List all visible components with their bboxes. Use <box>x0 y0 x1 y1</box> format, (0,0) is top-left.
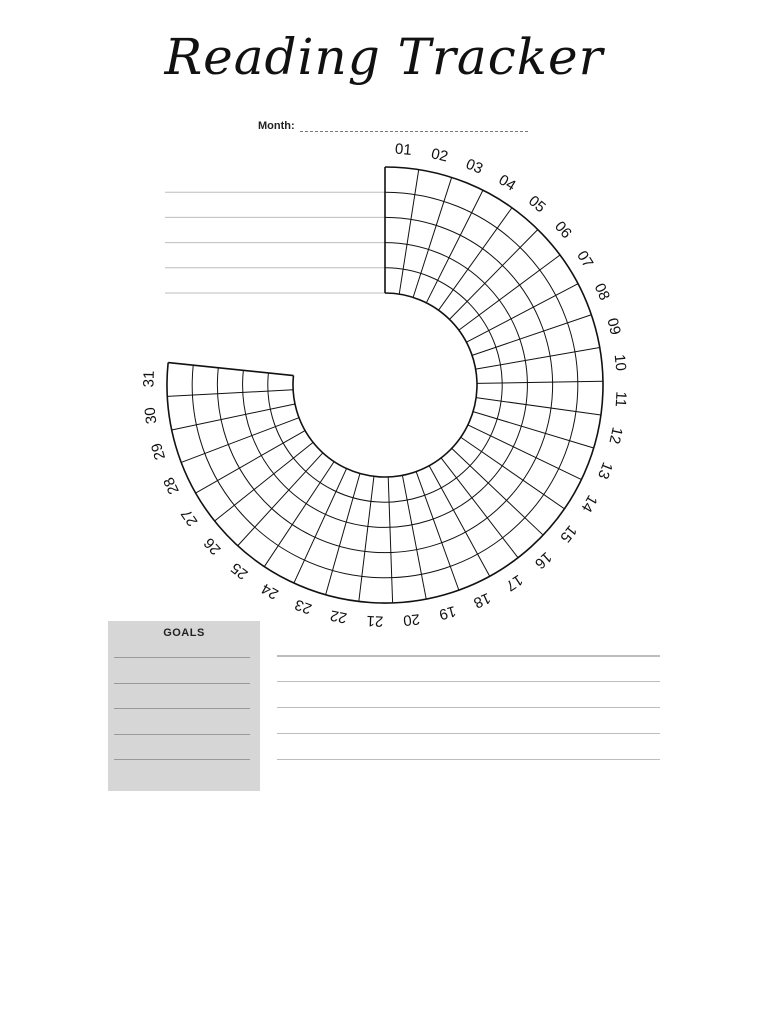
note-line[interactable] <box>277 655 660 657</box>
day-divider <box>238 453 323 546</box>
day-divider <box>388 477 392 603</box>
day-divider <box>399 170 419 294</box>
day-divider <box>402 475 426 599</box>
day-divider <box>466 284 578 343</box>
day-label: 29 <box>148 441 170 462</box>
day-label: 17 <box>502 570 526 595</box>
day-label: 26 <box>200 534 225 558</box>
day-label: 02 <box>429 145 450 166</box>
day-divider <box>326 474 360 595</box>
day-label: 11 <box>611 390 630 408</box>
note-line[interactable] <box>277 707 660 708</box>
day-label: 06 <box>551 218 575 242</box>
day-label: 10 <box>610 353 630 372</box>
goal-line[interactable] <box>114 759 250 760</box>
day-divider <box>168 363 293 376</box>
day-label: 16 <box>531 548 555 573</box>
day-divider <box>452 448 543 535</box>
day-label: 27 <box>177 505 202 530</box>
day-divider <box>468 425 582 480</box>
day-label: 15 <box>556 521 581 546</box>
day-label: 28 <box>160 474 183 497</box>
goal-line[interactable] <box>114 683 250 684</box>
day-label: 31 <box>140 370 158 388</box>
day-label: 23 <box>292 595 315 618</box>
day-label: 21 <box>366 611 384 630</box>
day-divider <box>459 255 560 330</box>
day-wheel <box>167 167 603 603</box>
goal-line[interactable] <box>114 708 250 709</box>
day-label: 03 <box>463 155 486 178</box>
day-divider <box>472 315 591 356</box>
day-label: 24 <box>258 579 282 603</box>
day-label: 09 <box>603 316 624 337</box>
book-title-lines <box>165 192 385 293</box>
day-label: 19 <box>437 602 458 623</box>
ring-arc <box>293 293 477 477</box>
day-label: 25 <box>227 559 252 583</box>
day-label: 05 <box>525 192 549 217</box>
goals-title: GOALS <box>163 627 205 639</box>
note-line[interactable] <box>277 759 660 760</box>
day-divider <box>449 230 537 320</box>
day-divider <box>426 190 483 303</box>
ring-arc <box>268 268 502 502</box>
day-divider <box>476 398 601 415</box>
note-line[interactable] <box>277 733 660 734</box>
day-label: 12 <box>605 425 626 446</box>
goal-line[interactable] <box>114 657 250 658</box>
day-divider <box>264 462 334 567</box>
day-divider <box>477 381 603 383</box>
goals-panel <box>108 621 260 791</box>
day-label: 18 <box>470 589 494 612</box>
day-divider <box>359 476 374 601</box>
day-label: 01 <box>394 140 413 159</box>
day-label: 30 <box>141 406 161 425</box>
day-label: 22 <box>328 606 349 627</box>
month-label: Month: <box>258 120 295 132</box>
day-divider <box>294 469 347 583</box>
day-divider <box>476 348 600 370</box>
day-divider <box>167 390 293 397</box>
day-label: 20 <box>402 610 421 629</box>
day-label: 08 <box>590 280 613 303</box>
day-label: 04 <box>495 171 519 195</box>
day-label: 07 <box>573 247 597 272</box>
day-label: 13 <box>594 459 616 482</box>
day-divider <box>439 208 512 310</box>
day-label: 14 <box>577 492 601 516</box>
note-line[interactable] <box>277 681 660 682</box>
page-title: Reading Tracker <box>164 28 604 86</box>
goal-line[interactable] <box>114 734 250 735</box>
